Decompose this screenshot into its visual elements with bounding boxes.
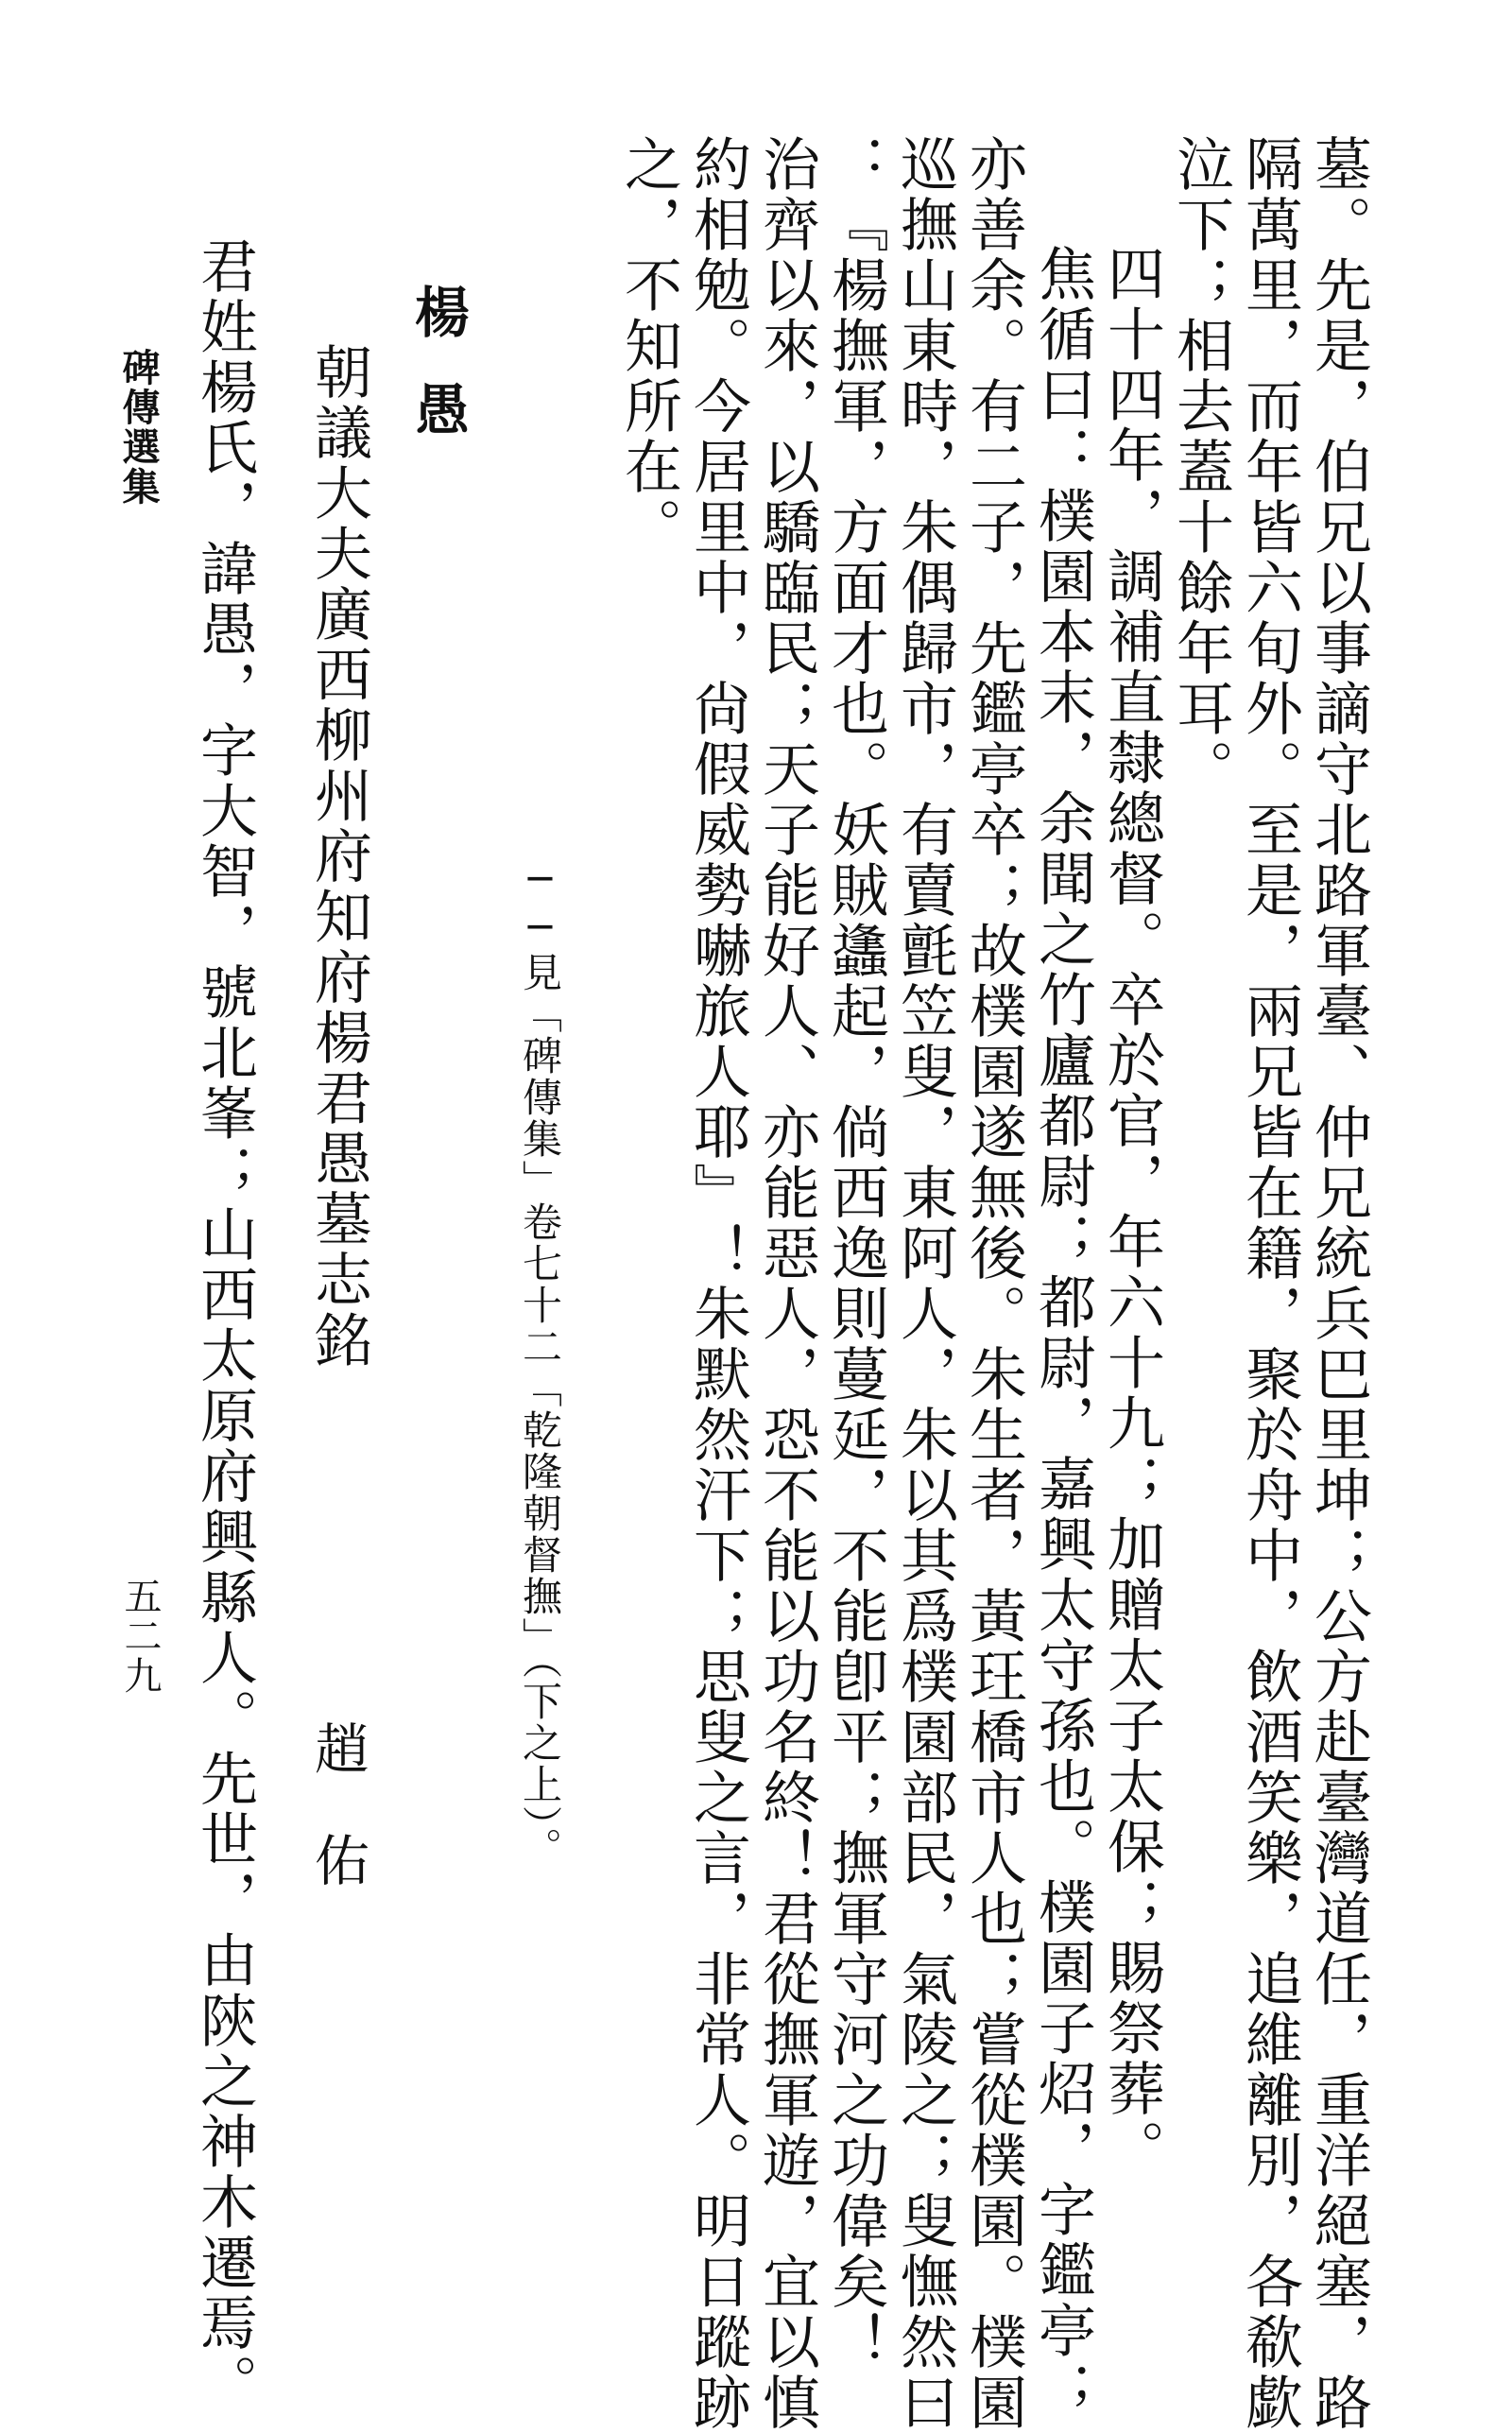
page-number: 五二九 xyxy=(118,1577,162,1696)
text-column-10: 約相勉。今居里中，尙假威勢嚇旅人耶』！朱默然汗下；思叟之言，非常人。明日蹤跡 xyxy=(684,134,751,2433)
text-column-5: 焦循曰：樸園本末，余聞之竹廬都尉；都尉，嘉興太守孫也。樸園子炤，字鑑亭； xyxy=(1029,244,1096,2422)
subtitle: 朝議大夫廣西柳州府知府楊君愚墓志銘 xyxy=(305,342,372,1371)
text-column-8: ：『楊撫軍，方面才也。妖賊蠭起，倘西逸則蔓延，不能卽平；撫軍守河之功偉矣！ xyxy=(822,134,889,2373)
text-column-final: 君姓楊氏，諱愚，字大智，號北峯；山西太原府興縣人。先世，由陝之神木遷焉。 xyxy=(191,236,258,2414)
text-column-7: 巡撫山東時，朱偶歸市，有賣氈笠叟，東阿人，朱以其爲樸園部民，氣陵之；叟憮然曰 xyxy=(891,134,958,2433)
text-column-3: 泣下；相去蓋十餘年耳。 xyxy=(1167,134,1234,800)
text-column-4: 四十四年，調補直隸總督。卒於官，年六十九；加贈太子太保；賜祭葬。 xyxy=(1098,244,1165,2180)
source-note: ──見「碑傳集」卷七十二「乾隆朝督撫」（下之上）。 xyxy=(517,855,563,1869)
text-column-9: 治齊以來，以驕臨民；天子能好人、亦能惡人，恐不能以功名終！君從撫軍遊，宜以慎 xyxy=(753,134,820,2433)
text-column-11: 之，不知所在。 xyxy=(615,134,682,558)
running-head: 碑傳選集 xyxy=(116,348,161,507)
text-column-1: 墓。先是，伯兄以事謫守北路軍臺、仲兄統兵巴里坤；公方赴臺灣道任，重洋絕塞，路 xyxy=(1305,134,1372,2433)
text-column-2: 隔萬里，而年皆六旬外。至是，兩兄皆在籍，聚於舟中，飲酒笑樂，追維離別，各欷歔 xyxy=(1236,134,1303,2433)
heading: 楊愚 xyxy=(405,284,470,478)
text-column-6: 亦善余。有二子，先鑑亭卒；故樸園遂無後。朱生者，黃玨橋市人也；嘗從樸園。樸園 xyxy=(960,134,1027,2433)
author-name: 趙佑 xyxy=(305,1720,369,1943)
